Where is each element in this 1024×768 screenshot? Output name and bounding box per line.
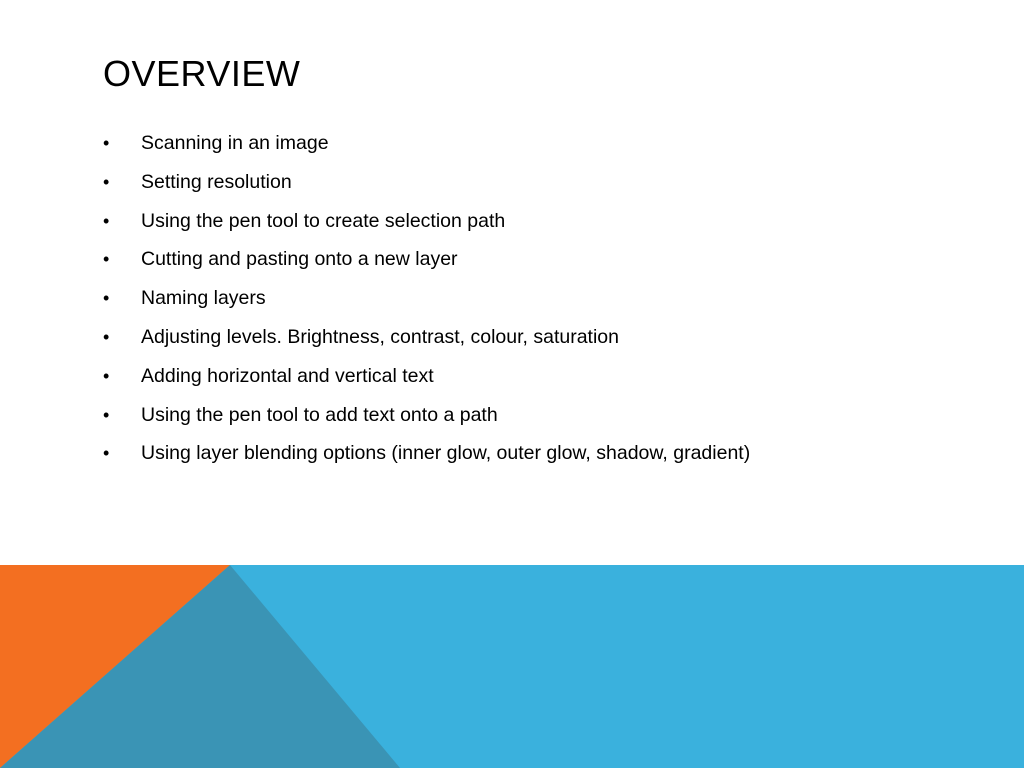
- bullet-text: Using the pen tool to add text onto a path: [141, 403, 498, 426]
- bullet-icon: •: [103, 249, 110, 270]
- bullet-text: Adjusting levels. Brightness, contrast, colour, saturation: [141, 325, 619, 348]
- bullet-icon: •: [103, 326, 110, 347]
- bullet-icon: •: [103, 133, 110, 153]
- bullet-icon: •: [103, 288, 110, 309]
- bullet-text: Naming layers: [141, 287, 266, 310]
- slide-title: OVERVIEW: [103, 53, 301, 94]
- bullet-text: Adding horizontal and vertical text: [141, 364, 434, 387]
- bullet-text: Scanning in an image: [141, 132, 329, 154]
- bullet-text: Using the pen tool to create selection path: [141, 209, 506, 232]
- bullet-icon: •: [103, 171, 110, 192]
- bullet-icon: •: [103, 210, 110, 231]
- bullet-icon: •: [103, 404, 110, 425]
- bullet-icon: •: [103, 443, 110, 464]
- bullet-text: Cutting and pasting onto a new layer: [141, 248, 458, 271]
- bullet-icon: •: [103, 365, 110, 386]
- bullet-text: Using layer blending options (inner glow, outer glow, shadow, gradient): [141, 442, 751, 465]
- decorative-footer-band: [0, 565, 1024, 768]
- bullet-text: Setting resolution: [141, 170, 292, 193]
